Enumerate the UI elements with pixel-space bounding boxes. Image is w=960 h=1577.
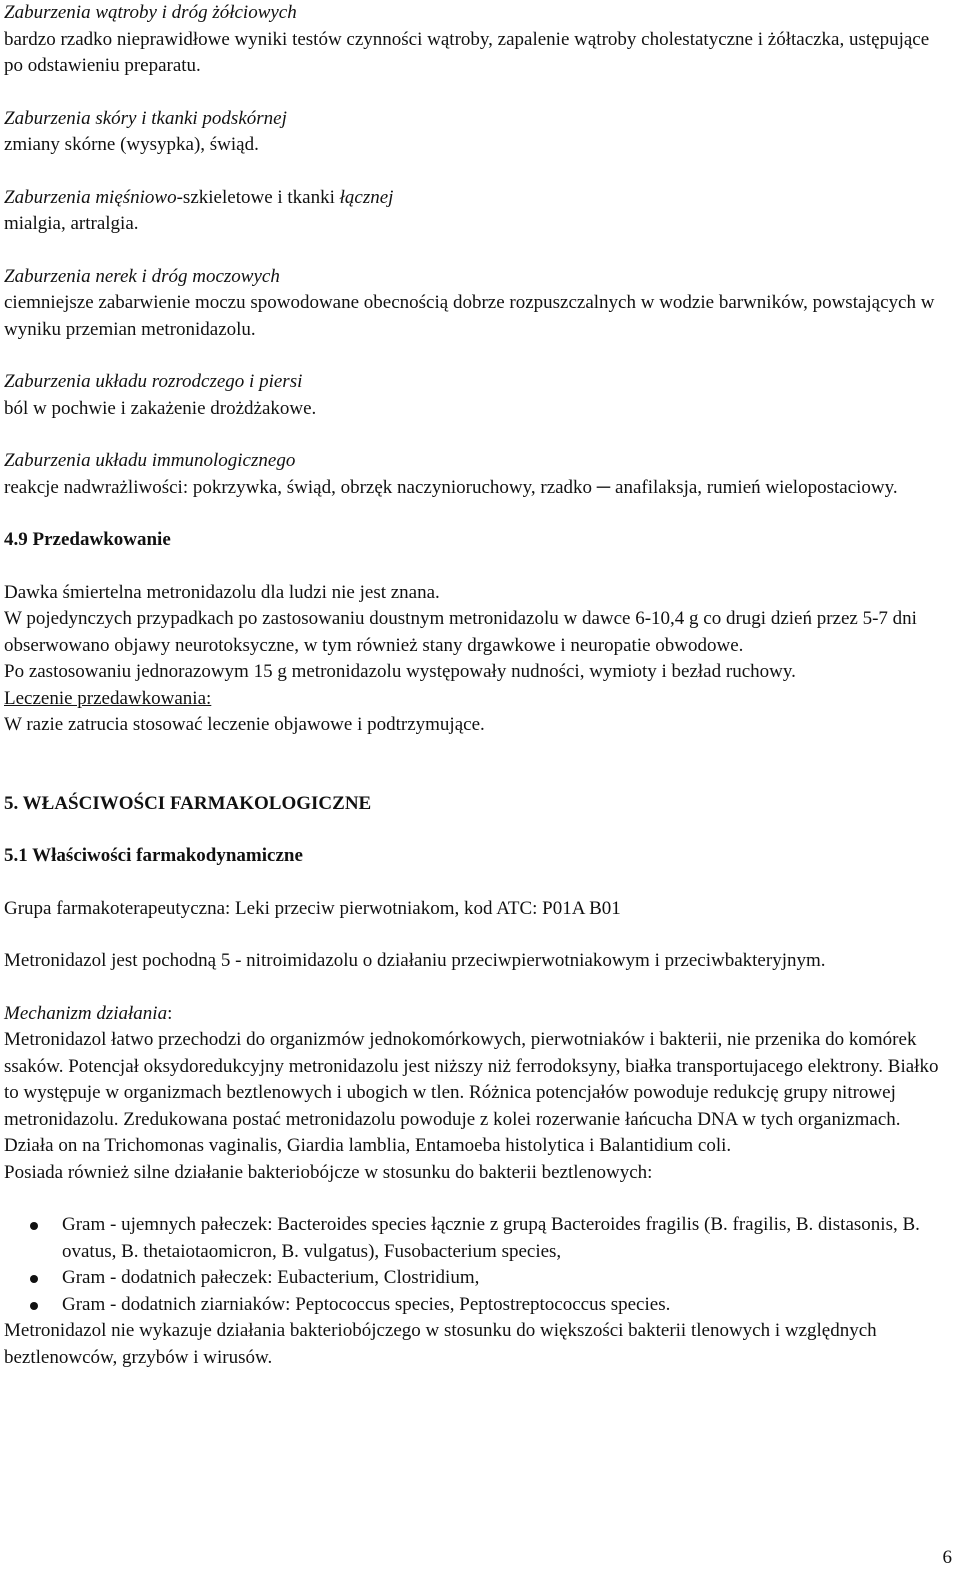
- section-heading: Zaburzenia wątroby i dróg żółciowych: [4, 2, 297, 23]
- pharmacotherapeutic-group: Grupa farmakoterapeutyczna: Leki przeciw pierwotniakom, kod ATC: P01A B01: [4, 897, 621, 919]
- section-text: ból w pochwie i zakażenie drożdżakowe.: [4, 397, 317, 419]
- section-text: zmiany skórne (wysypka), świąd.: [4, 134, 259, 155]
- section-heading: Zaburzenia układu rozrodczego i piersi: [4, 371, 303, 392]
- section-reproductive: [4, 369, 944, 422]
- section-heading: Zaburzenia nerek i dróg moczowych: [4, 265, 280, 287]
- section-heading: Zaburzenia mięśniowo-szkieletowe i tkanki łącznej: [4, 186, 394, 208]
- section-skin: [4, 106, 944, 159]
- section-text: reakcje nadwrażliwości: pokrzywka, świąd, obrzęk naczynioruchowy, rzadko ─ anafilaksja, rumień wielopostaciowy.: [4, 476, 898, 498]
- mechanism-text: Metronidazol łatwo przechodzi do organizmów jednokomórkowych, pierwotniaków i bakterii, nie przenika do komórek ssaków. Potencjał oksydoredukcyjny metronidazolu jest niższy niż ferrodoksyny, białka transportujacego elektrony. Białko to występuje w organizmach beztlenowych i ubogich w tlen. Różnica potencjałów powoduje redukcję grupy nitrowej metronidazolu. Zredukowana postać metronidazolu powoduje z kolei rozerwanie łańcucha DNA w tych organizmach.: [4, 1029, 939, 1130]
- bacteria-list: [4, 1212, 944, 1318]
- treatment-heading: Leczenie przedawkowania:: [4, 687, 212, 709]
- derivative-paragraph: Metronidazol jest pochodną 5 - nitroimidazolu o działaniu przeciwpierwotniakowym i przeciwbakteryjnym.: [4, 950, 826, 971]
- page-number: 6: [942, 1547, 952, 1568]
- bactericidal-paragraph: Posiada również silne działanie bakteriobójcze w stosunku do bakterii beztlenowych:: [4, 1161, 653, 1183]
- list-item: Gram - dodatnich ziarniaków: Peptococcus species, Peptostreptococcus species.: [4, 1292, 944, 1319]
- overdose-paragraph: W pojedynczych przypadkach po zastosowaniu doustnym metronidazolu w dawce 6-10,4 g co drugi dzień przez 5-7 dni obserwowano objawy neurotoksyczne, w tym również stany drgawkowe i neuropatie obwodowe.: [4, 608, 917, 656]
- section-immune: [4, 448, 944, 501]
- section-text: bardzo rzadko nieprawidłowe wyniki testów czynności wątroby, zapalenie wątroby cholestatyczne i żółtaczka, ustępujące po odstawieniu preparatu.: [4, 28, 930, 76]
- treatment-text: W razie zatrucia stosować leczenie objawowe i podtrzymujące.: [4, 714, 485, 735]
- list-item: Gram - ujemnych pałeczek: Bacteroides species łącznie z grupą Bacteroides fragilis (B. fragilis, B. distasonis, B. ovatus, B. thetaiotaomicron, B. vulgatus), Fusobacterium species,: [4, 1212, 944, 1265]
- pharmacodynamics-heading: 5.1 Właściwości farmakodynamiczne: [4, 845, 303, 866]
- overdose-paragraph: Dawka śmiertelna metronidazolu dla ludzi nie jest znana.: [4, 581, 440, 603]
- section-heading: Zaburzenia skóry i tkanki podskórnej: [4, 107, 287, 129]
- list-item: Gram - dodatnich pałeczek: Eubacterium, Clostridium,: [4, 1265, 944, 1292]
- mechanism-heading: Mechanizm działania:: [4, 1002, 173, 1024]
- section-text: mialgia, artralgia.: [4, 213, 139, 234]
- section-musculoskeletal: [4, 185, 944, 238]
- overdose-paragraph: Po zastosowaniu jednorazowym 15 g metronidazolu występowały nudności, wymioty i bezład ruchowy.: [4, 661, 796, 682]
- section-liver: [4, 0, 944, 80]
- no-effect-paragraph: Metronidazol nie wykazuje działania bakteriobójczego w stosunku do większości bakterii tlenowych i względnych beztlenowców, grzybów i wirusów.: [4, 1320, 877, 1368]
- acts-on-paragraph: Działa on na Trichomonas vaginalis, Giardia lamblia, Entamoeba histolytica i Balantidium coli.: [4, 1135, 732, 1156]
- pharmacology-heading: 5. WŁAŚCIWOŚCI FARMAKOLOGICZNE: [4, 792, 372, 814]
- section-kidney: [4, 264, 944, 344]
- section-text: ciemniejsze zabarwienie moczu spowodowane obecnością dobrze rozpuszczalnych w wodzie barwników, powstających w wyniku przemian metronidazolu.: [4, 292, 935, 340]
- section-heading: Zaburzenia układu immunologicznego: [4, 450, 296, 471]
- document-page: [4, 0, 944, 1371]
- overdose-heading: 4.9 Przedawkowanie: [4, 529, 171, 550]
